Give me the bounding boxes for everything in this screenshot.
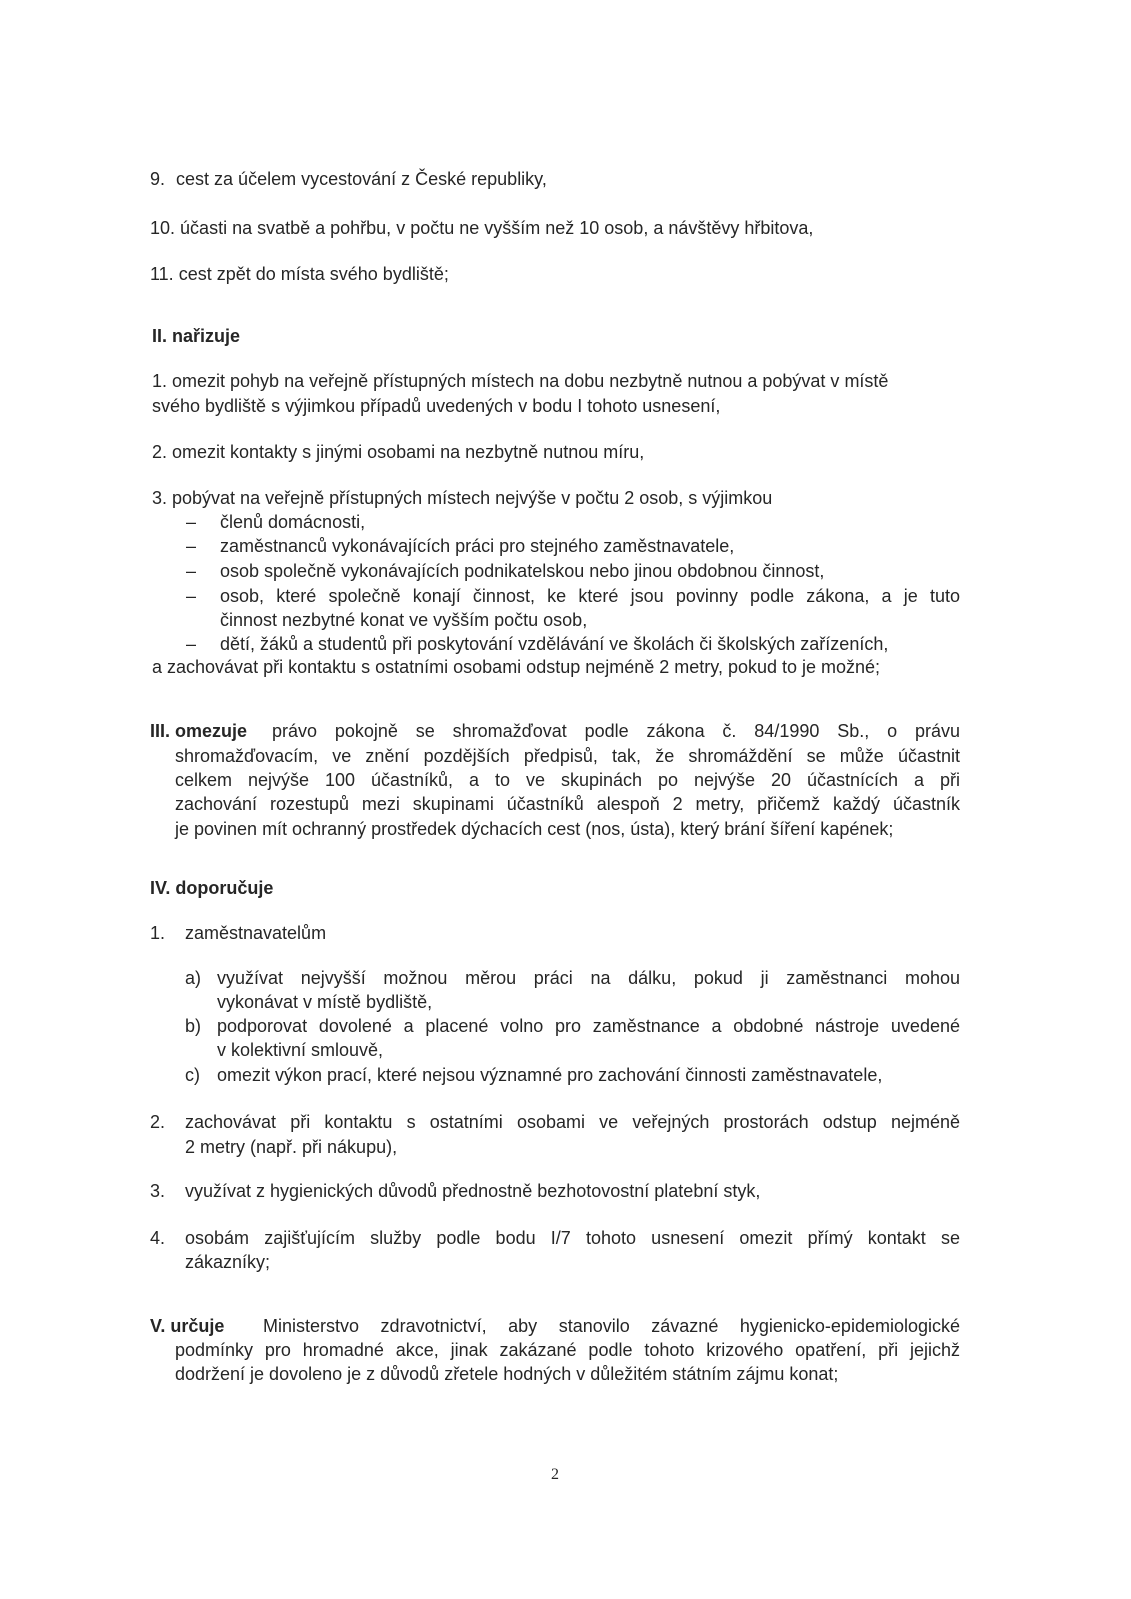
section-iii-heading: III. omezuje <box>150 721 248 741</box>
section-iv-item4-line2: zákazníky; <box>185 1252 271 1272</box>
section-ii-item3: 3. pobývat na veřejně přístupných místech nejvýše v počtu 2 osob, s výjimkou <box>152 488 773 508</box>
dash-bullet: – <box>186 634 197 654</box>
section-iv-item4-number: 4. <box>150 1228 166 1248</box>
section-iii-line: je povinen mít ochranný prostředek dýchacích cest (nos, ústa), který brání šíření kapének; <box>175 819 894 839</box>
section-ii-heading: II. nařizuje <box>152 326 241 346</box>
page-number: 2 <box>551 1466 559 1483</box>
dash-bullet: – <box>186 586 197 606</box>
exception-item: dětí, žáků a studentů při poskytování vzdělávání ve školách či školských zařízeních, <box>220 634 889 654</box>
dash-bullet: – <box>186 536 197 556</box>
section-iv-item1: zaměstnavatelům <box>185 923 327 943</box>
section-v-heading: V. určuje <box>150 1316 225 1336</box>
section-v-line1: Ministerstvo zdravotnictví, aby stanovilo závazné hygienicko-epidemiologické <box>263 1316 960 1336</box>
section-iv-heading: IV. doporučuje <box>150 878 274 898</box>
list-text: účasti na svatbě a pohřbu, v počtu ne vyšším než 10 osob, a návštěvy hřbitova, <box>180 218 814 238</box>
section-v-line2: podmínky pro hromadné akce, jinak zakázané podle tohoto krizového opatření, při jejichž <box>175 1340 960 1360</box>
section-iv-item1-number: 1. <box>150 923 166 943</box>
sub-letter-b: b) <box>185 1016 202 1036</box>
section-iii-line: celkem nejvýše 100 účastníků, a to ve skupinách po nejvýše 20 účastnících a při <box>175 770 960 790</box>
section-iv-item2-line2: 2 metry (např. při nákupu), <box>185 1137 398 1157</box>
section-iv-item4-line1: osobám zajišťujícím služby podle bodu I/7 tohoto usnesení omezit přímý kontakt se <box>185 1228 960 1248</box>
list-number: 10. <box>150 218 176 238</box>
list-text: cest za účelem vycestování z České republiky, <box>176 169 547 189</box>
section-iii-line: právo pokojně se shromažďovat podle zákona č. 84/1990 Sb., o právu <box>272 721 960 741</box>
sub-letter-a: a) <box>185 968 202 988</box>
exception-item-continuation: činnost nezbytné konat ve vyšším počtu osob, <box>220 610 588 630</box>
sub-letter-c: c) <box>185 1065 200 1085</box>
list-text: cest zpět do místa svého bydliště; <box>178 264 449 284</box>
list-item-10 <box>150 217 813 239</box>
sub-item-c-line1: omezit výkon prací, které nejsou významné pro zachování činnosti zaměstnavatele, <box>217 1065 883 1085</box>
section-ii-item2: 2. omezit kontakty s jinými osobami na nezbytně nutnou míru, <box>152 442 645 462</box>
section-v-line3: dodržení je dovoleno je z důvodů zřetele hodných v důležitém státním zájmu konat; <box>175 1364 839 1384</box>
sub-item-b-line2: v kolektivní smlouvě, <box>217 1040 384 1060</box>
section-iv-item3-number: 3. <box>150 1181 166 1201</box>
sub-item-a-line1: využívat nejvyšší možnou měrou práci na dálku, pokud ji zaměstnanci mohou <box>217 968 960 988</box>
exception-item: osob společně vykonávajících podnikatelskou nebo jinou obdobnou činnost, <box>220 561 825 581</box>
section-iii-line: shromažďovacím, ve znění pozdějších předpisů, tak, že shromáždění se může účastnit <box>175 746 960 766</box>
list-number: 9. <box>150 169 166 189</box>
list-number: 11. <box>150 264 174 284</box>
section-iv-item3: využívat z hygienických důvodů přednostně bezhotovostní platební styk, <box>185 1181 761 1201</box>
section-ii-item1-line2: svého bydliště s výjimkou případů uvedených v bodu I tohoto usnesení, <box>152 396 721 416</box>
section-ii-item1-line1: 1. omezit pohyb na veřejně přístupných místech na dobu nezbytně nutnou a pobývat v místě <box>152 371 889 391</box>
sub-item-a-line2: vykonávat v místě bydliště, <box>217 992 433 1012</box>
list-item-9 <box>150 168 547 190</box>
exception-item: zaměstnanců vykonávajících práci pro stejného zaměstnavatele, <box>220 536 735 556</box>
list-item-11 <box>150 263 449 285</box>
dash-bullet: – <box>186 561 197 581</box>
section-iv-item2-number: 2. <box>150 1112 166 1132</box>
exception-item: osob, které společně konají činnost, ke které jsou povinny podle zákona, a je tuto <box>220 586 960 606</box>
section-iv-item2-line1: zachovávat při kontaktu s ostatními osobami ve veřejných prostorách odstup nejméně <box>185 1112 960 1132</box>
sub-item-b-line1: podporovat dovolené a placené volno pro zaměstnance a obdobné nástroje uvedené <box>217 1016 960 1036</box>
section-iii-line: zachování rozestupů mezi skupinami účastníků alespoň 2 metry, přičemž každý účastník <box>175 794 960 814</box>
section-ii-closing: a zachovávat při kontaktu s ostatními osobami odstup nejméně 2 metry, pokud to je možné; <box>152 657 881 677</box>
exception-item: členů domácnosti, <box>220 512 366 532</box>
dash-bullet: – <box>186 512 197 532</box>
